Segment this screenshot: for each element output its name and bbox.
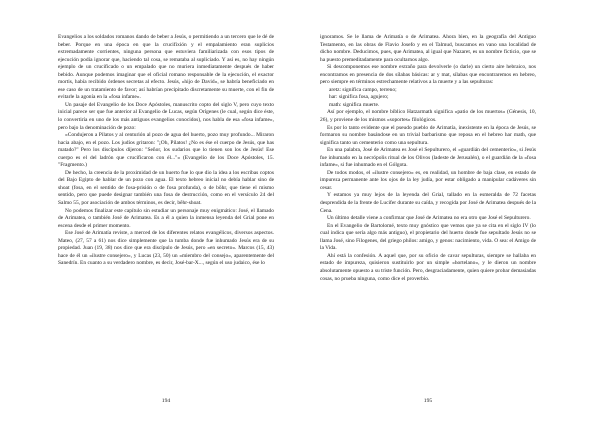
paragraph: Un pasaje del Evangelio de los Doce Apóstoles, manuscrito copto del siglo V, pero cuyo texto inicial parece ser que fue anterior al Evangelio de Lucas, según Orígenes (le cual, según dice éste, lo convertiría en uno de los más antiguos evangelios conocidos), nos habla de esa «fosa infame», pero bajo la denominación de pozo: [58,101,274,131]
definition-line: aretz: significa campo, terreno; [329,86,397,93]
paragraph: En una palabra, José de Arimatea es José el Sepulturero, el «guardián del cementerio», si Jesús fue inhumado en la necrópolis ritual de los Olivos (ladeste de Jerusalén), o el guardián de la «fosa infame», si fue inhumado en el Gólgota. [320,147,536,169]
paragraph: «Condujeron a Pilatos y al centurión al pozo de agua del huerto, pozo muy profundo... Miraron hacia abajo, en el pozo. Los judíos gritaron: "¡Oh, Pilatos! ¿No es ése el cuerpo de Jesús, que has matado?" Pero los discípulos dijeron: "Señor, los sudarios que lo tienen son los de Jesús! Ese cuerpo es el del ladrón que crucificaron con él..."» (Evangelio de los Doce Apóstoles, 15. "Fragmento.) [58,132,274,169]
paragraph: Un último detalle viene a confirmar que José de Arimatea no era otro que José el Sepulturero. [327,215,531,222]
paragraph: Es por lo tanto evidente que el pseudo pueblo de Arimatía, inexistente en la época de Jesús, se formaron su nombre basándose en un trivial barbarismo que reposa en el hebreo har math, que significa tanto un cementerio como una sepultura. [320,124,536,146]
paragraph: En el Evangelio de Bartolomé, texto muy gnóstico que vemos que ya se cita en el siglo IV (lo cual indica que sería algo más antiguo), el propietario del huerto donde fue sepultado Jesús no se llama José, sino Filogenes, del griego philos: amigo, y genos: nacimiento, vida. O sea: el Amigo de la Vida. [320,222,536,252]
page-number-left: 194 [161,398,171,404]
right-page [320,34,536,283]
paragraph: Así por ejemplo, el nombre bíblico Hatzarmath significa «patio de los muertos» (Génesis, 10, 26), y proviene de los mismos «soportes» filológicos. [320,109,536,124]
definition-line: har: significa fosa, agujero; [329,94,389,101]
left-page [58,34,274,268]
paragraph: De hecho, la creencia de la proximidad de un huerto fue lo que dio la idea a los escribas coptos del Bajo Egipto de hablar de un pozo con agua. El texto hebreo inicial no debía hablar sino de shoat (fosa, en el sentido de fosa-prisión o de fosa profunda), o de bôhr, que tiene el mismo sentido, pero que puede designar también una fosa de destrucción, como en el versículo 24 del Salmo 55, por asociación de ambos términos, es decir, bêhr-shoat. [58,169,274,207]
paragraph: Ese José de Arimatía reviste, a merced de los diferentes relatos evangélicos, diversos aspectos. Mateo, (27, 57 a 61) nos dice simplemente que la tumba donde fue inhumado Jesús era de su propiedad. Juan (19, 38) nos dice que era discípulo de Jesús, pero «en secreto». Marcos (15, 43) hace de él un «ilustre consejero», y Lucas (23, 50) un «miembro del consejo», aparentemente del Sanedrín. En cuanto a su verdadero nombre, es decir, José-bar-X..., según el uso judaico, ése lo [58,230,274,267]
page-number-right: 195 [423,398,433,404]
paragraph: Y estamos ya muy lejos de la leyenda del Grial, tallado en la esmeralda de 72 facetas desprendida de la frente de Lucifer durante su caída, y recogida por José de Arimatea después de la Cena. [320,192,536,214]
paragraph: De todos modos, el «ilustre consejero» es, en realidad, un hombre de baja clase, en estado de impureza permanente ante los ojos de la ley judía, por estar obligado a manipular cadáveres sin cesar. [320,169,536,191]
definition-line: math: significa muerte. [329,101,380,108]
paragraph: ignoramos. Se le llama de Arimatía o de Arimatea. Ahora bien, en la geografía del Antiguo Testamento, en las obras de Flavio Josefo y en el Talmud, buscamos en vano una localidad de dicho nombre. Deducimos, pues, que Arimatea, al igual que Nazaret, es un nombre ficticio, que se ha puesto premeditadamente para ocultarnos algo. [320,34,536,63]
paragraph: No podemos finalizar este capítulo sin estudiar un personaje muy enigmático: José, el llamado de Arimatea, o también José de Arimatea. Es a él a quien la inmensa leyenda del Grial pone en escena desde el primer momento. [58,207,274,229]
paragraph: Si descomponemos ese nombre extraño para devolverle (o darle) un cierto aire hebraico, nos encontramos en presencia de dos sílabas básicas: ar y mat, sílabas que encontraremos en hebreo, pero siempre en términos estrechamente relativos a la muerte y a las sepulturas: [320,64,536,86]
paragraph: Ahí está la confesión. A aquel que, por su oficio de cavar sepulturas, siempre se hallaba en estado de impureza, quisieron sustituirlo por un simple «hortelano», y le dieron un nombre absolutamente opuesto a su triste función. Pero, desgraciadamente, quien quiere probar demasiadas cosas, no prueba ninguna, como dice el proverbio. [320,252,536,282]
paragraph: Evangelios a los soldados romanos dando de beber a Jesús, o permitiendo a un tercero que le dé de beber. Porque en una época en que la crucifixión y el empalamiento eran suplicios extremadamente corrientes, ninguna persona que estuviera familiarizada con esos tipos de ejecución podía ignorar que, haciendo tal cosa, se remataba al supliciado. Y así es, no hay ningún ejemplo de un crucificado o un empalado que no muriera inmediatamente después de haber bebido. Aunque podemos imaginar que el oficial romano responsable de la ejecución, el exactor mortis, había recibido órdenes secretas al efecto. Jesús, «hijo de David», se habría beneficiado en ese caso de un tratamiento de favor; así habrían precipitado discretamente su muerte, con el fin de evitarle la agonía en la «fosa infame». [58,34,274,101]
